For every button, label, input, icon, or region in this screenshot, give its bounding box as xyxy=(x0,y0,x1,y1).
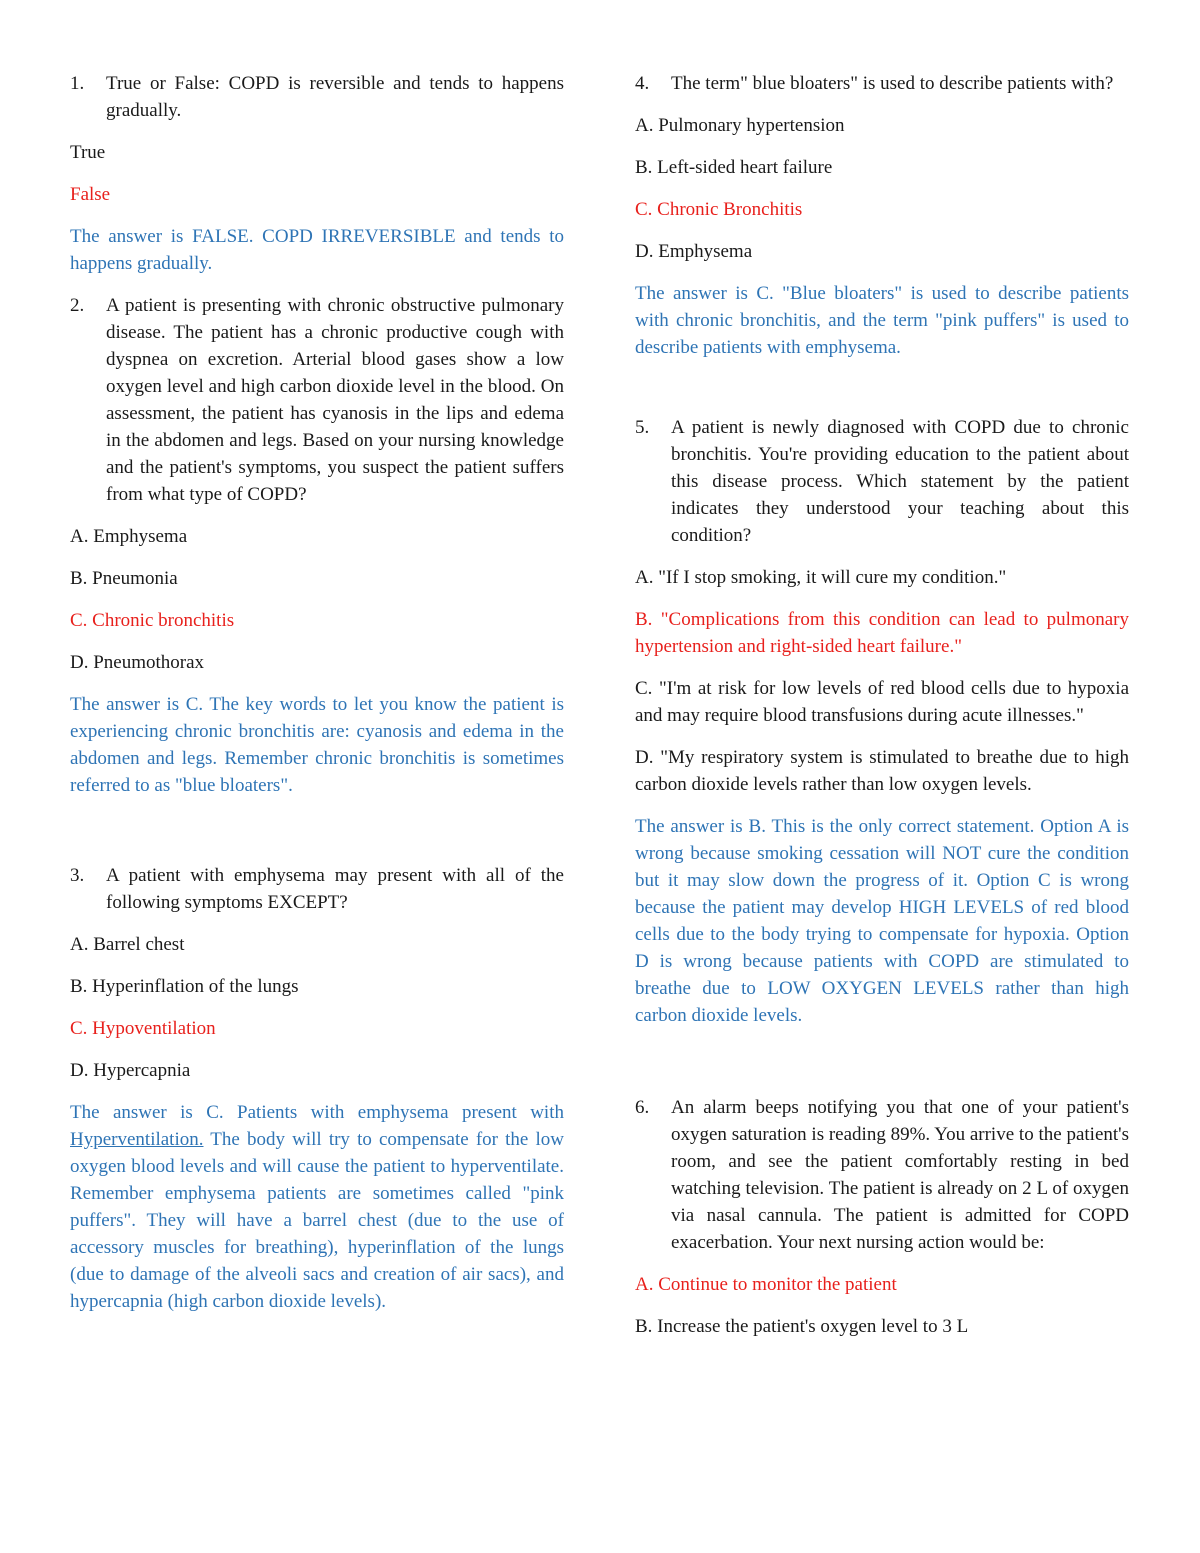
question-number: 3. xyxy=(70,865,85,886)
option-a: A. Pulmonary hypertension xyxy=(635,115,845,136)
option-d: D. "My respiratory system is stimulated to breathe due to high carbon dioxide levels rather than low oxygen levels. xyxy=(635,747,1129,795)
question-3 xyxy=(70,862,564,916)
question-4 xyxy=(635,70,1129,97)
spacer xyxy=(70,814,564,862)
option-d: D. Pneumothorax xyxy=(70,652,205,673)
option-false-correct: False xyxy=(70,184,111,205)
option-a-correct: A. Continue to monitor the patient xyxy=(635,1274,897,1295)
option-b: B. Pneumonia xyxy=(70,568,178,589)
question-number: 2. xyxy=(70,295,85,316)
option-b: B. Hyperinflation of the lungs xyxy=(70,976,299,997)
option-true: True xyxy=(70,142,106,163)
question-text: The term" blue bloaters" is used to describe patients with? xyxy=(671,73,1114,94)
question-text: A patient is newly diagnosed with COPD due to chronic bronchitis. You're providing education to the patient about this disease process. Which statement by the patient indicates they understood your teaching about this condition? xyxy=(671,417,1129,546)
question-text: A patient is presenting with chronic obstructive pulmonary disease. The patient has a chronic productive cough with dyspnea on excretion. Arterial blood gases show a low oxygen level and high carbon dioxide level in the blood. On assessment, the patient has cyanosis in the lips and edema in the abdomen and legs. Based on your nursing knowledge and the patient's symptoms, you suspect the patient suffers from what type of COPD? xyxy=(106,295,564,505)
explanation-text: The body will try to compensate for the low oxygen blood levels and will cause the patient to hyperventilate. Remember emphysema patients are sometimes called "pink puffers". They will have a barrel chest (due to the use of accessory muscles for breathing), hyperinflation of the lungs (due to damage of the alveoli sacs and creation of air sacs), and hypercapnia (high carbon dioxide levels). xyxy=(70,1129,564,1312)
question-number: 4. xyxy=(635,73,650,94)
answer-explanation: The answer is B. This is the only correct statement. Option A is wrong because smoking cessation will NOT cure the condition but it may slow down the progress of it. Option C is wrong because the patient may develop HIGH LEVELS of red blood cells due to the body trying to compensate for hypoxia. Option D is wrong because patients with COPD are stimulated to breathe due to LOW OXYGEN LEVELS rather than high carbon dioxide levels. xyxy=(635,816,1129,1026)
question-6 xyxy=(635,1094,1129,1256)
question-text: An alarm beeps notifying you that one of your patient's oxygen saturation is reading 89%. You arrive to the patient's room, and see the patient comfortably resting in bed watching television. The patient is already on 2 L of oxygen via nasal cannula. The patient is admitted for COPD exacerbation. Your next nursing action would be: xyxy=(671,1097,1129,1253)
answer-explanation: The answer is C. "Blue bloaters" is used to describe patients with chronic bronchitis, and the term "pink puffers" is used to describe patients with emphysema. xyxy=(635,283,1129,358)
option-a: A. Barrel chest xyxy=(70,934,185,955)
option-a: A. "If I stop smoking, it will cure my condition." xyxy=(635,567,1007,588)
spacer xyxy=(635,1044,1129,1094)
question-5 xyxy=(635,414,1129,549)
option-b: B. Left-sided heart failure xyxy=(635,157,833,178)
explanation-text: The answer is C. Patients with emphysema present with xyxy=(70,1102,564,1123)
option-b-correct: B. "Complications from this condition can lead to pulmonary hypertension and right-sided heart failure." xyxy=(635,609,1129,657)
option-c-correct: C. Chronic bronchitis xyxy=(70,610,235,631)
option-c-correct: C. Chronic Bronchitis xyxy=(635,199,803,220)
answer-explanation: The answer is FALSE. COPD IRREVERSIBLE and tends to happens gradually. xyxy=(70,226,564,274)
question-number: 1. xyxy=(70,73,85,94)
left-column xyxy=(70,70,564,1330)
option-d: D. Emphysema xyxy=(635,241,753,262)
question-1 xyxy=(70,70,564,124)
option-c: C. "I'm at risk for low levels of red blood cells due to hypoxia and may require blood transfusions during acute illnesses." xyxy=(635,678,1129,726)
underlined-term: Hyperventilation. xyxy=(70,1129,204,1150)
question-text: A patient with emphysema may present with all of the following symptoms EXCEPT? xyxy=(106,865,564,913)
question-number: 5. xyxy=(635,417,650,438)
question-number: 6. xyxy=(635,1097,650,1118)
answer-explanation xyxy=(70,1099,564,1315)
answer-explanation: The answer is C. The key words to let you know the patient is experiencing chronic bronchitis are: cyanosis and edema in the abdomen and legs. Remember chronic bronchitis is sometimes referred to as "blue bloaters". xyxy=(70,694,564,796)
option-c-correct: C. Hypoventilation xyxy=(70,1018,216,1039)
question-2 xyxy=(70,292,564,508)
question-text: True or False: COPD is reversible and tends to happens gradually. xyxy=(106,73,564,121)
option-d: D. Hypercapnia xyxy=(70,1060,191,1081)
option-b: B. Increase the patient's oxygen level to 3 L xyxy=(635,1316,969,1337)
spacer xyxy=(635,376,1129,414)
right-column xyxy=(635,70,1129,1355)
option-a: A. Emphysema xyxy=(70,526,188,547)
